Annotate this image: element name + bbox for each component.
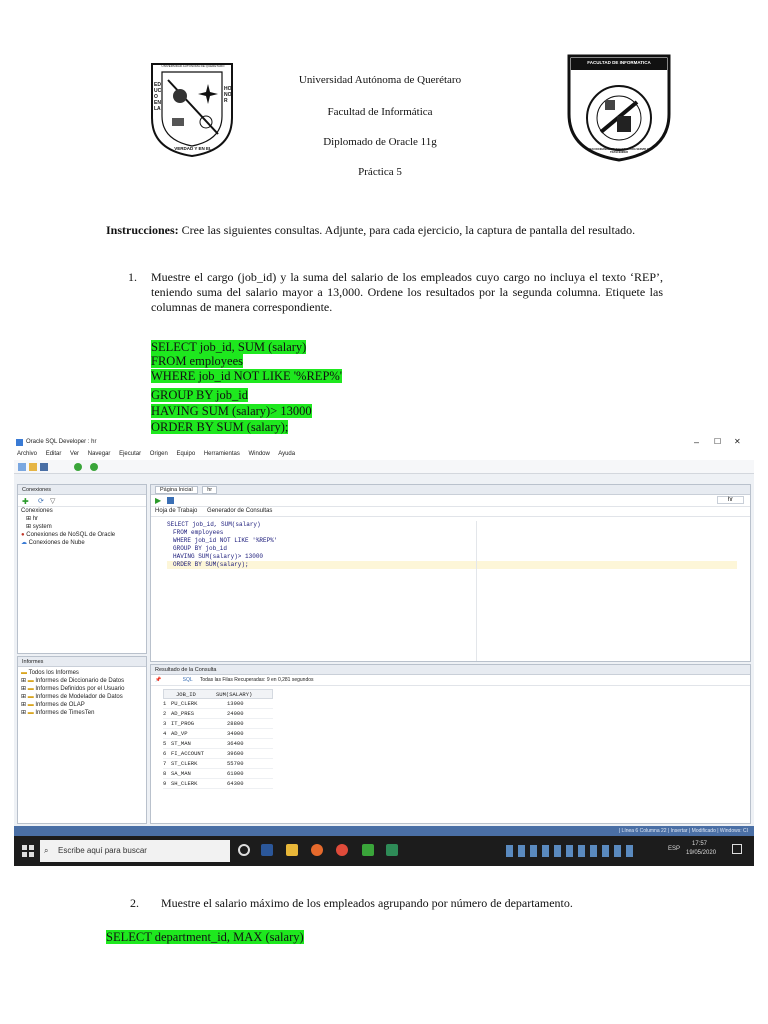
menu-ejecutar[interactable]: Ejecutar	[119, 451, 142, 457]
debug-icon[interactable]	[90, 463, 98, 471]
uaq-logo-left-text: EDUCO EN LA	[154, 82, 162, 112]
uaq-logo-right-text: HONOR	[224, 86, 232, 104]
tree-item-olap-reports[interactable]: ⊞ ▬ Informes de OLAP	[21, 702, 85, 708]
sql-q1-line: ORDER BY SUM (salary);	[151, 420, 289, 434]
row-number: 1	[163, 700, 167, 707]
cell-sum-salary: 13900	[227, 700, 244, 707]
menu-herramientas[interactable]: Herramientas	[203, 451, 240, 457]
results-table	[163, 689, 273, 787]
question-2-number: 2.	[130, 896, 139, 910]
sql-q2-line: SELECT department_id, MAX (salary)	[106, 930, 304, 944]
table-row[interactable]	[163, 699, 273, 709]
cortana-icon[interactable]	[238, 844, 250, 856]
folder-icon: ▬	[27, 686, 34, 692]
table-row[interactable]	[163, 759, 273, 769]
add-connection-icon[interactable]: ✚	[22, 497, 29, 506]
row-number: 3	[163, 720, 167, 727]
menu-editar[interactable]: Editar	[45, 451, 62, 457]
cell-job-id: ST_CLERK	[171, 760, 198, 767]
folder-icon: ▬	[21, 670, 27, 676]
tree-item-hr[interactable]: ⊞ hr	[26, 516, 39, 522]
folder-icon: ▬	[27, 694, 34, 700]
app-icon	[16, 439, 23, 446]
tab-hr[interactable]: hr	[202, 486, 217, 494]
table-row[interactable]	[163, 709, 273, 719]
clock-time[interactable]: 17:57	[692, 841, 708, 847]
code-line: ORDER BY SUM(salary);	[167, 561, 737, 569]
instructions	[106, 222, 666, 238]
column-header-sum-salary[interactable]: SUM(SALARY)	[216, 691, 253, 698]
tab-worksheet[interactable]: Hoja de Trabajo	[155, 508, 198, 514]
code-line: FROM employees	[173, 529, 224, 536]
search-placeholder: Escribe aquí para buscar	[58, 846, 147, 855]
result-status: Todas las Filas Recuperadas: 9 en 0,281 segundos	[199, 677, 314, 683]
cell-job-id: AD_PRES	[171, 710, 195, 717]
close-button[interactable]: ✕	[734, 437, 741, 446]
pin-icon[interactable]: 📌	[155, 677, 162, 683]
new-icon[interactable]	[18, 463, 26, 471]
cell-sum-salary: 39600	[227, 750, 244, 757]
cell-sum-salary: 34000	[227, 730, 244, 737]
folder-icon: ▬	[27, 702, 34, 708]
windows-taskbar	[14, 836, 754, 866]
cloud-icon: ☁	[21, 540, 27, 546]
tree-item-connections[interactable]: Conexiones	[21, 508, 53, 514]
connections-panel-title: Conexiones	[18, 485, 146, 495]
open-icon[interactable]	[29, 463, 37, 471]
row-number: 8	[163, 770, 167, 777]
windows-start-icon[interactable]	[22, 845, 34, 857]
results-panel	[150, 664, 751, 824]
table-row[interactable]	[163, 769, 273, 779]
cell-job-id: SA_MAN	[171, 770, 191, 777]
reports-panel-title: Informes	[18, 657, 146, 667]
cell-job-id: IT_PROG	[171, 720, 195, 727]
table-row[interactable]	[163, 719, 273, 729]
tree-item-all-reports[interactable]: ▬ Todos los Informes	[21, 670, 79, 676]
fif-logo-ring-text: RACIOCINANDO TECNOLOGIA PARA SERVIR Y TRASCENDER	[589, 148, 649, 154]
tree-item-dictionary-reports[interactable]: ⊞ ▬ Informes de Diccionario de Datos	[21, 678, 125, 684]
column-header-job-id[interactable]: JOB_ID	[176, 691, 196, 698]
maximize-button[interactable]: ☐	[714, 437, 722, 446]
tab-query-builder[interactable]: Generador de Consultas	[207, 508, 273, 514]
sql-editor[interactable]	[167, 521, 737, 661]
code-line: HAVING SUM(salary)> 13000	[173, 553, 264, 560]
editor-panel	[150, 484, 751, 662]
code-line: GROUP BY job_id	[173, 545, 228, 552]
cell-job-id: AD_VP	[171, 730, 188, 737]
question-1-number: 1.	[128, 270, 137, 284]
language-indicator[interactable]: ESP	[668, 846, 681, 852]
table-row[interactable]	[163, 779, 273, 789]
refresh-icon[interactable]: ⟳	[38, 498, 44, 505]
row-number: 2	[163, 710, 167, 717]
menu-navegar[interactable]: Navegar	[87, 451, 111, 457]
clock-date[interactable]: 19/05/2020	[686, 850, 717, 856]
menu-bar	[14, 449, 754, 460]
row-number: 9	[163, 780, 167, 787]
tab-query-result[interactable]: Resultado de la Consulta	[155, 667, 217, 673]
university-name: Universidad Autónoma de Querétaro	[298, 74, 462, 86]
window-title: Oracle SQL Developer : hr	[26, 439, 97, 445]
question-1	[128, 270, 663, 315]
status-bar: | Línea 6 Columna 22 | Insertar | Modificado | Windows: CI	[14, 826, 754, 836]
table-header	[163, 689, 273, 699]
cell-job-id: FI_ACCOUNT	[171, 750, 205, 757]
table-row[interactable]	[163, 749, 273, 759]
tree-item-modeler-reports[interactable]: ⊞ ▬ Informes de Modelador de Datos	[21, 694, 123, 700]
cell-sum-salary: 64300	[227, 780, 244, 787]
instructions-label: Instrucciones:	[106, 223, 179, 237]
editor-toolbar	[151, 495, 750, 507]
connections-toolbar	[18, 495, 146, 507]
results-tab	[151, 665, 750, 675]
uaq-logo	[148, 60, 236, 158]
sql-q1-line: FROM employees	[151, 354, 244, 368]
sql-q1-line: HAVING SUM (salary)> 13000	[151, 404, 312, 418]
table-row[interactable]	[163, 729, 273, 739]
cell-job-id: PU_CLERK	[171, 700, 198, 707]
course-name: Diplomado de Oracle 11g	[323, 136, 437, 148]
folder-icon: ▬	[27, 678, 34, 684]
uaq-logo-top-text: UNIVERSIDAD AUTONOMA DE QUERETARO	[161, 64, 225, 68]
tab-start-page[interactable]: Página Inicial	[155, 486, 198, 494]
save-icon[interactable]	[40, 463, 48, 471]
notifications-icon[interactable]	[732, 844, 742, 854]
tree-item-timesten-reports[interactable]: ⊞ ▬ Informes de TimesTen	[21, 710, 95, 716]
question-2	[130, 896, 573, 911]
tree-item-user-reports[interactable]: ⊞ ▬ Informes Definidos por el Usuario	[21, 686, 125, 692]
menu-ayuda[interactable]: Ayuda	[278, 451, 296, 457]
faculty-name: Facultad de Informática	[327, 106, 433, 118]
row-number: 5	[163, 740, 167, 747]
row-number: 6	[163, 750, 167, 757]
cell-job-id: ST_MAN	[171, 740, 191, 747]
menu-ver[interactable]: Ver	[70, 451, 80, 457]
firefox-icon[interactable]	[311, 844, 323, 856]
main-toolbar	[14, 460, 754, 474]
reports-panel	[17, 656, 147, 824]
window-titlebar	[14, 436, 754, 449]
tree-item-nosql[interactable]: ● Conexiones de NoSQL de Oracle	[21, 532, 116, 538]
green-app-icon[interactable]	[386, 844, 398, 856]
code-line: WHERE job_id NOT LIKE '%REP%'	[173, 537, 278, 544]
row-number: 4	[163, 730, 167, 737]
worksheet-subtabs	[151, 507, 750, 517]
sql-label[interactable]: SQL	[182, 677, 193, 683]
table-row[interactable]	[163, 739, 273, 749]
code-line: SELECT job_id, SUM(salary)	[167, 521, 261, 528]
run-statement-icon[interactable]: ▶	[155, 496, 162, 505]
instructions-text: Cree las siguientes consultas. Adjunte, para cada ejercicio, la captura de pantalla del resultado.	[178, 223, 636, 237]
cell-sum-salary: 61000	[227, 770, 244, 777]
cell-sum-salary: 24000	[227, 710, 244, 717]
tree-item-system[interactable]: ⊞ system	[26, 524, 52, 530]
menu-origen[interactable]: Origen	[149, 451, 168, 457]
nosql-icon: ●	[21, 532, 25, 538]
connections-panel	[17, 484, 147, 654]
sql-q1-line: WHERE job_id NOT LIKE '%REP%'	[151, 369, 343, 383]
row-number: 7	[163, 760, 167, 767]
tree-item-cloud[interactable]: ☁ Conexiones de Nube	[21, 540, 85, 546]
cell-sum-salary: 55700	[227, 760, 244, 767]
taskbar-search-input[interactable]	[40, 840, 230, 862]
results-toolbar	[151, 675, 750, 686]
fif-logo-top-text: FACULTAD DE INFORMATICA	[587, 60, 651, 65]
run-script-icon[interactable]	[167, 497, 174, 504]
tray-icons	[506, 845, 636, 857]
chrome-icon[interactable]	[336, 844, 348, 856]
sql-q1-line: SELECT job_id, SUM (salary)	[151, 340, 307, 354]
cell-job-id: SH_CLERK	[171, 780, 198, 787]
connection-selector[interactable]: hr	[717, 496, 744, 504]
sqldeveloper-screenshot	[14, 436, 754, 866]
fif-logo	[565, 52, 673, 164]
editor-divider	[476, 521, 477, 661]
word-icon[interactable]	[261, 844, 273, 856]
run-icon[interactable]	[74, 463, 82, 471]
editor-tabs	[151, 485, 750, 495]
filter-icon[interactable]: ▽	[50, 498, 56, 505]
uaq-logo-bottom-text: VERDAD Y EN EL	[174, 146, 212, 151]
file-explorer-icon[interactable]	[286, 844, 298, 856]
cell-sum-salary: 36400	[227, 740, 244, 747]
practice-title: Práctica 5	[358, 166, 402, 178]
sql-q1-line: GROUP BY job_id	[151, 388, 249, 402]
menu-archivo[interactable]: Archivo	[17, 451, 38, 457]
question-1-text: Muestre el cargo (job_id) y la suma del salario de los empleados cuyo cargo no incluya el texto ‘REP’, teniendo suma del salario mayor a 13,000. Ordene los resultados por la segunda columna. Etiquete las columnas de manera correspondiente.	[151, 270, 663, 314]
search-icon: ⌕	[44, 846, 49, 855]
menu-equipo[interactable]: Equipo	[176, 451, 196, 457]
cell-sum-salary: 28800	[227, 720, 244, 727]
folder-icon: ▬	[27, 710, 34, 716]
minimize-button[interactable]: –	[694, 437, 700, 447]
menu-window[interactable]: Window	[248, 451, 270, 457]
question-2-text: Muestre el salario máximo de los empleados agrupando por número de departamento.	[161, 896, 573, 910]
sqldeveloper-icon[interactable]	[362, 844, 374, 856]
